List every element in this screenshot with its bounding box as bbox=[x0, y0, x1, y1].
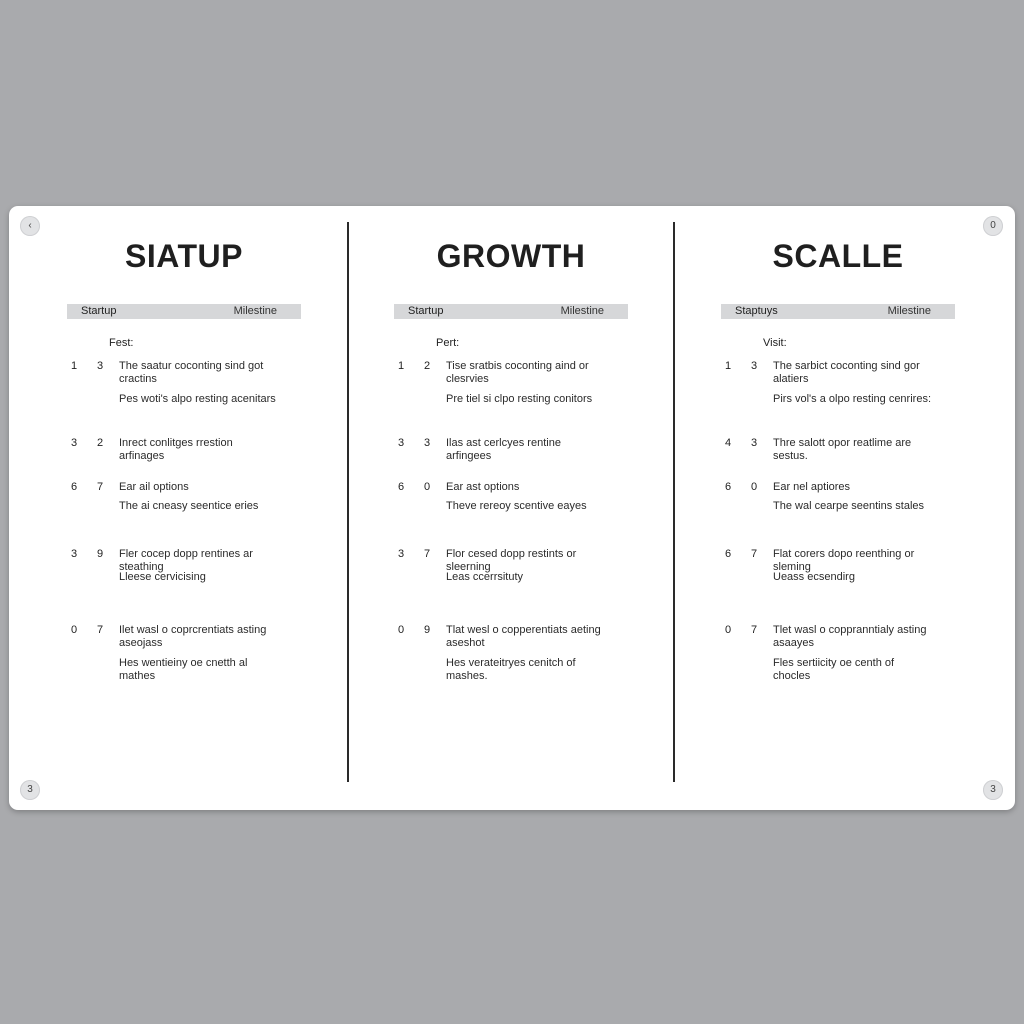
item-number: 0 bbox=[398, 624, 405, 636]
item-note: Hes verateitryes cenitch of mashes. bbox=[446, 657, 576, 682]
item-text: Ilas ast cerlcyes rentine arfingees bbox=[446, 437, 561, 462]
item-note: Fles sertiicity oe centh of chocles bbox=[773, 657, 895, 682]
item-note: Ueass ecsendirg bbox=[773, 571, 855, 583]
item-text: Inrect conlitges rrestion arfinages bbox=[119, 437, 233, 462]
item-number: 1 bbox=[71, 360, 78, 372]
item-note: Hes wentieiny oe cnetth al mathes bbox=[119, 657, 248, 682]
item-note: Lleese cervicising bbox=[119, 571, 206, 583]
item-text: Ear ail options bbox=[119, 481, 189, 493]
item-number: 6 bbox=[725, 481, 732, 493]
item-number: 6 bbox=[398, 481, 405, 493]
item-note: Pirs vol's a olpo resting cenrires: bbox=[773, 393, 931, 405]
item-text: Ear ast options bbox=[446, 481, 520, 493]
item-number: 7 bbox=[424, 548, 431, 560]
table-header bbox=[721, 304, 955, 319]
item-number: 2 bbox=[97, 437, 104, 449]
roadmap-board bbox=[9, 206, 1015, 810]
item-number: 0 bbox=[751, 481, 758, 493]
item-note: Pre tiel si clpo resting conitors bbox=[446, 393, 593, 405]
item-text: The saatur coconting sind got cractins bbox=[119, 360, 264, 385]
item-number: 3 bbox=[71, 548, 78, 560]
item-text: Ear nel aptiores bbox=[773, 481, 851, 493]
header-startup: Startup bbox=[408, 305, 444, 317]
corner-screw-icon: 3 bbox=[20, 780, 40, 800]
table-header bbox=[394, 304, 628, 319]
item-note: Theve rereoy scentive eayes bbox=[446, 500, 587, 512]
item-number: 2 bbox=[424, 360, 431, 372]
section-label: Visit: bbox=[763, 337, 787, 349]
item-note: Leas ccerrsituty bbox=[446, 571, 524, 583]
corner-screw-icon: 0 bbox=[983, 216, 1003, 236]
item-number: 7 bbox=[751, 624, 758, 636]
item-text: Flat corers dopo reenthing or sleming bbox=[773, 548, 915, 573]
item-number: 4 bbox=[725, 437, 732, 449]
section-label: Fest: bbox=[109, 337, 134, 349]
item-note: Pes woti's alpo resting acenitars bbox=[119, 393, 276, 405]
item-number: 3 bbox=[751, 360, 758, 372]
back-icon[interactable]: ‹ bbox=[20, 216, 40, 236]
stage-column-scale bbox=[721, 206, 1021, 810]
header-milestone: Milestine bbox=[233, 305, 277, 317]
item-number: 1 bbox=[725, 360, 732, 372]
header-milestone: Milestine bbox=[560, 305, 604, 317]
item-note: The ai cneasy seentice eries bbox=[119, 500, 259, 512]
table-header bbox=[67, 304, 301, 319]
item-number: 0 bbox=[424, 481, 431, 493]
item-number: 6 bbox=[71, 481, 78, 493]
item-text: Tise sratbis coconting aind or clesrvies bbox=[446, 360, 589, 385]
item-number: 1 bbox=[398, 360, 405, 372]
item-number: 0 bbox=[725, 624, 732, 636]
stage-column-startup bbox=[67, 206, 367, 810]
item-number: 7 bbox=[751, 548, 758, 560]
stage-column-growth bbox=[394, 206, 694, 810]
column-title: SIATUP bbox=[125, 238, 243, 274]
corner-screw-icon: 3 bbox=[983, 780, 1003, 800]
item-number: 9 bbox=[97, 548, 104, 560]
item-number: 9 bbox=[424, 624, 431, 636]
item-text: Fler cocep dopp rentines ar steathing bbox=[119, 548, 253, 573]
item-number: 7 bbox=[97, 624, 104, 636]
item-number: 0 bbox=[71, 624, 78, 636]
item-number: 7 bbox=[97, 481, 104, 493]
column-title: SCALLE bbox=[772, 238, 904, 274]
item-note: The wal cearpe seentins stales bbox=[773, 500, 925, 512]
section-label: Pert: bbox=[436, 337, 460, 349]
header-milestone: Milestine bbox=[887, 305, 931, 317]
item-text: Thre salott opor reatlime are sestus. bbox=[773, 437, 912, 462]
item-text: Ilet wasl o coprcrentiats asting aseojass bbox=[119, 624, 267, 649]
header-startup: Startup bbox=[81, 305, 117, 317]
item-text: The sarbict coconting sind gor alatiers bbox=[773, 360, 920, 385]
item-text: Flor cesed dopp restints or sleerning bbox=[446, 548, 577, 573]
item-number: 6 bbox=[725, 548, 732, 560]
item-text: Tlat wesl o copperentiats aeting aseshot bbox=[446, 624, 601, 649]
item-number: 3 bbox=[751, 437, 758, 449]
item-text: Tlet wasl o coppranntialy asting asaayes bbox=[773, 624, 927, 649]
column-title: GROWTH bbox=[436, 238, 586, 274]
item-number: 3 bbox=[424, 437, 431, 449]
item-number: 3 bbox=[71, 437, 78, 449]
header-startup: Staptuys bbox=[735, 305, 778, 317]
item-number: 3 bbox=[398, 548, 405, 560]
item-number: 3 bbox=[398, 437, 405, 449]
item-number: 3 bbox=[97, 360, 104, 372]
